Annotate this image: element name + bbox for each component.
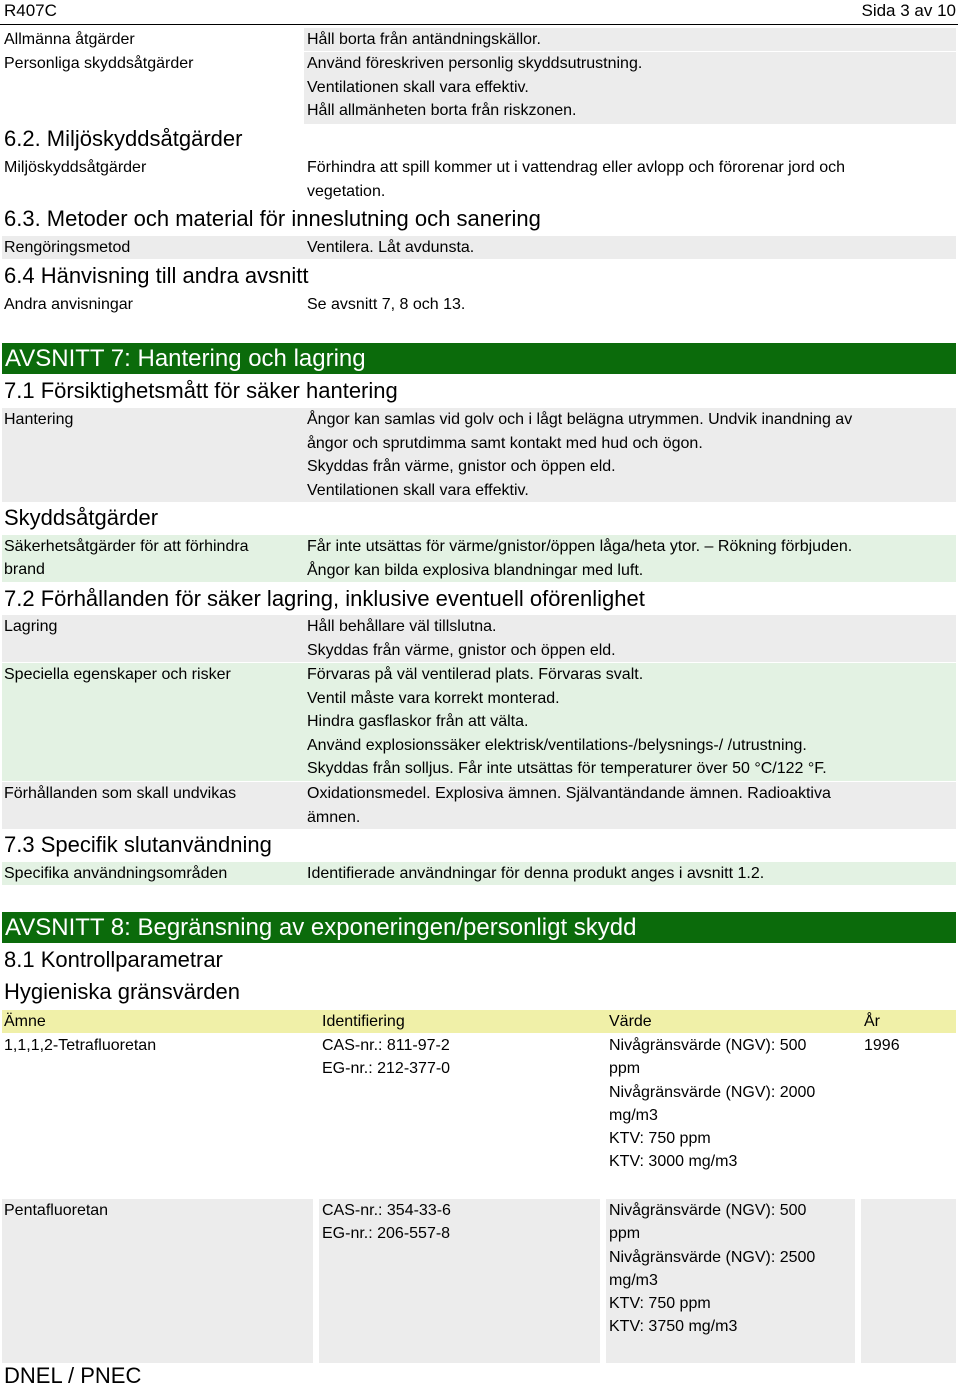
section-8-1-heading: 8.1 Kontrollparametrar [4,947,223,972]
text-line: EG-nr.: 212-377-0 [322,1060,451,1078]
text-line: ppm [609,1060,641,1078]
text-line: Ventil måste vara korrekt monterad. [307,689,560,707]
personal-protection-text [307,52,642,123]
text-line: KTV: 750 ppm [609,1130,711,1148]
text-line: Nivågränsvärde (NGV): 500 [609,1037,807,1054]
section-7-3-heading: 7.3 Specifik slutanvändning [4,832,272,857]
conditions-to-avoid-label: Förhållanden som skall undvikas [4,785,237,802]
text-line: ppm [609,1225,641,1243]
cleanup-method-text: Ventilera. Låt avdunsta. [307,239,475,256]
other-references-label: Andra anvisningar [4,296,133,313]
text-line: vegetation. [307,182,386,200]
text-line: CAS-nr.: 354-33-6 [322,1202,451,1219]
text-line: KTV: 750 ppm [609,1295,711,1313]
column-gap [313,1199,319,1363]
table-header-year: År [864,1013,880,1030]
storage-label: Lagring [4,618,58,635]
cleanup-method-bg [2,236,956,259]
conditions-to-avoid-text [307,782,831,829]
fire-prevention-text [307,535,852,582]
protective-measures-heading: Skyddsåtgärder [4,505,159,530]
text-line: Oxidationsmedel. Explosiva ämnen. Självantändande ämnen. Radioaktiva [307,785,831,802]
table-row-1-identification [322,1034,450,1081]
table-row-1-substance: 1,1,1,2-Tetrafluoretan [4,1037,157,1054]
text-line: KTV: 3750 mg/m3 [609,1318,738,1336]
other-references-text: Se avsnitt 7, 8 och 13. [307,296,466,313]
text-line: Hindra gasflaskor från att välta. [307,713,529,730]
column-gap [600,1199,606,1363]
personal-protection-label: Personliga skyddsåtgärder [4,55,194,72]
section-8-title: AVSNITT 8: Begränsning av exponeringen/personligt skydd [2,912,956,943]
specific-uses-text: Identifierade användningar för denna produkt anges i avsnitt 1.2. [307,865,765,882]
text-line: Nivågränsvärde (NGV): 2000 [609,1083,816,1101]
section-7-1-heading: 7.1 Försiktighetsmått för säker hantering [4,378,398,403]
text-line: Förhindra att spill kommer ut i vattendrag eller avlopp och förorenar jord och [307,159,846,176]
label-line: Säkerhetsåtgärder för att förhindra [4,538,249,555]
section-6-3-heading: 6.3. Metoder och material för inneslutning och sanering [4,206,541,231]
table-row-1-year: 1996 [864,1037,900,1054]
environmental-text [307,156,845,203]
text-line: Nivågränsvärde (NGV): 2500 [609,1248,816,1266]
dnel-pnec-heading: DNEL / PNEC [4,1363,142,1388]
table-header-substance: Ämne [4,1013,46,1030]
text-line: ämnen. [307,808,361,826]
text-line: ångor och sprutdimma samt kontakt med hud och ögon. [307,434,703,452]
text-line: Får inte utsättas för värme/gnistor/öppen låga/heta ytor. – Rökning förbjuden. [307,538,853,555]
text-line: KTV: 3000 mg/m3 [609,1153,738,1171]
special-properties-label: Speciella egenskaper och risker [4,666,231,683]
column-gap [855,1199,861,1363]
text-line: Använd explosionssäker elektrisk/ventilations-/belysnings-/ /utrustning. [307,736,807,754]
section-7-title: AVSNITT 7: Hantering och lagring [2,343,956,374]
text-line: mg/m3 [609,1271,658,1289]
text-line: Skyddas från värme, gnistor och öppen eld. [307,641,616,659]
text-line: Använd föreskriven personlig skyddsutrustning. [307,55,643,72]
text-line: mg/m3 [609,1106,658,1124]
specific-uses-label: Specifika användningsområden [4,865,228,882]
text-line: Ventilationen skall vara effektiv. [307,481,529,499]
section-6-4-heading: 6.4 Hänvisning till andra avsnitt [4,263,309,288]
fire-prevention-label [4,535,249,581]
text-line: CAS-nr.: 811-97-2 [322,1037,450,1054]
document-code: R407C [4,1,57,20]
environmental-label: Miljöskyddsåtgärder [4,159,147,176]
text-line: Håll allmänheten borta från riskzonen. [307,102,577,119]
table-row-1-value [609,1034,815,1174]
storage-text [307,615,616,662]
section-7-2-heading: 7.2 Förhållanden för säker lagring, inklusive eventuell oförenlighet [4,586,645,611]
handling-text [307,408,852,502]
text-line: Ventilationen skall vara effektiv. [307,78,529,96]
handling-label: Hantering [4,411,74,428]
section-6-2-heading: 6.2. Miljöskyddsåtgärder [4,126,243,151]
table-row-2-identification [322,1199,451,1246]
table-header-identification: Identifiering [322,1013,405,1030]
general-measures-text: Håll borta från antändningskällor. [307,31,541,48]
text-line: Nivågränsvärde (NGV): 500 [609,1202,807,1219]
text-line: Skyddas från värme, gnistor och öppen eld. [307,458,616,475]
hygienic-limits-heading: Hygieniska gränsvärden [4,979,241,1004]
label-line: brand [4,561,45,578]
text-line: Skyddas från solljus. Får inte utsättas för temperaturer över 50 °C/122 °F. [307,760,827,777]
table-header-row [2,1010,956,1033]
cleanup-method-label: Rengöringsmetod [4,239,131,256]
table-header-value: Värde [609,1013,652,1030]
table-row-2-substance: Pentafluoretan [4,1202,109,1219]
header-divider [0,24,958,25]
text-line: Håll behållare väl tillslutna. [307,618,497,635]
text-line: Förvaras på väl ventilerad plats. Förvaras svalt. [307,666,644,683]
general-measures-label: Allmänna åtgärder [4,31,135,48]
text-line: Ångor kan samlas vid golv och i lågt belägna utrymmen. Undvik inandning av [307,411,853,428]
text-line: Ångor kan bilda explosiva blandningar med luft. [307,561,644,579]
table-row-2-value [609,1199,815,1339]
special-properties-text [307,663,827,781]
page-number: Sida 3 av 10 [861,1,956,20]
text-line: EG-nr.: 206-557-8 [322,1225,451,1243]
